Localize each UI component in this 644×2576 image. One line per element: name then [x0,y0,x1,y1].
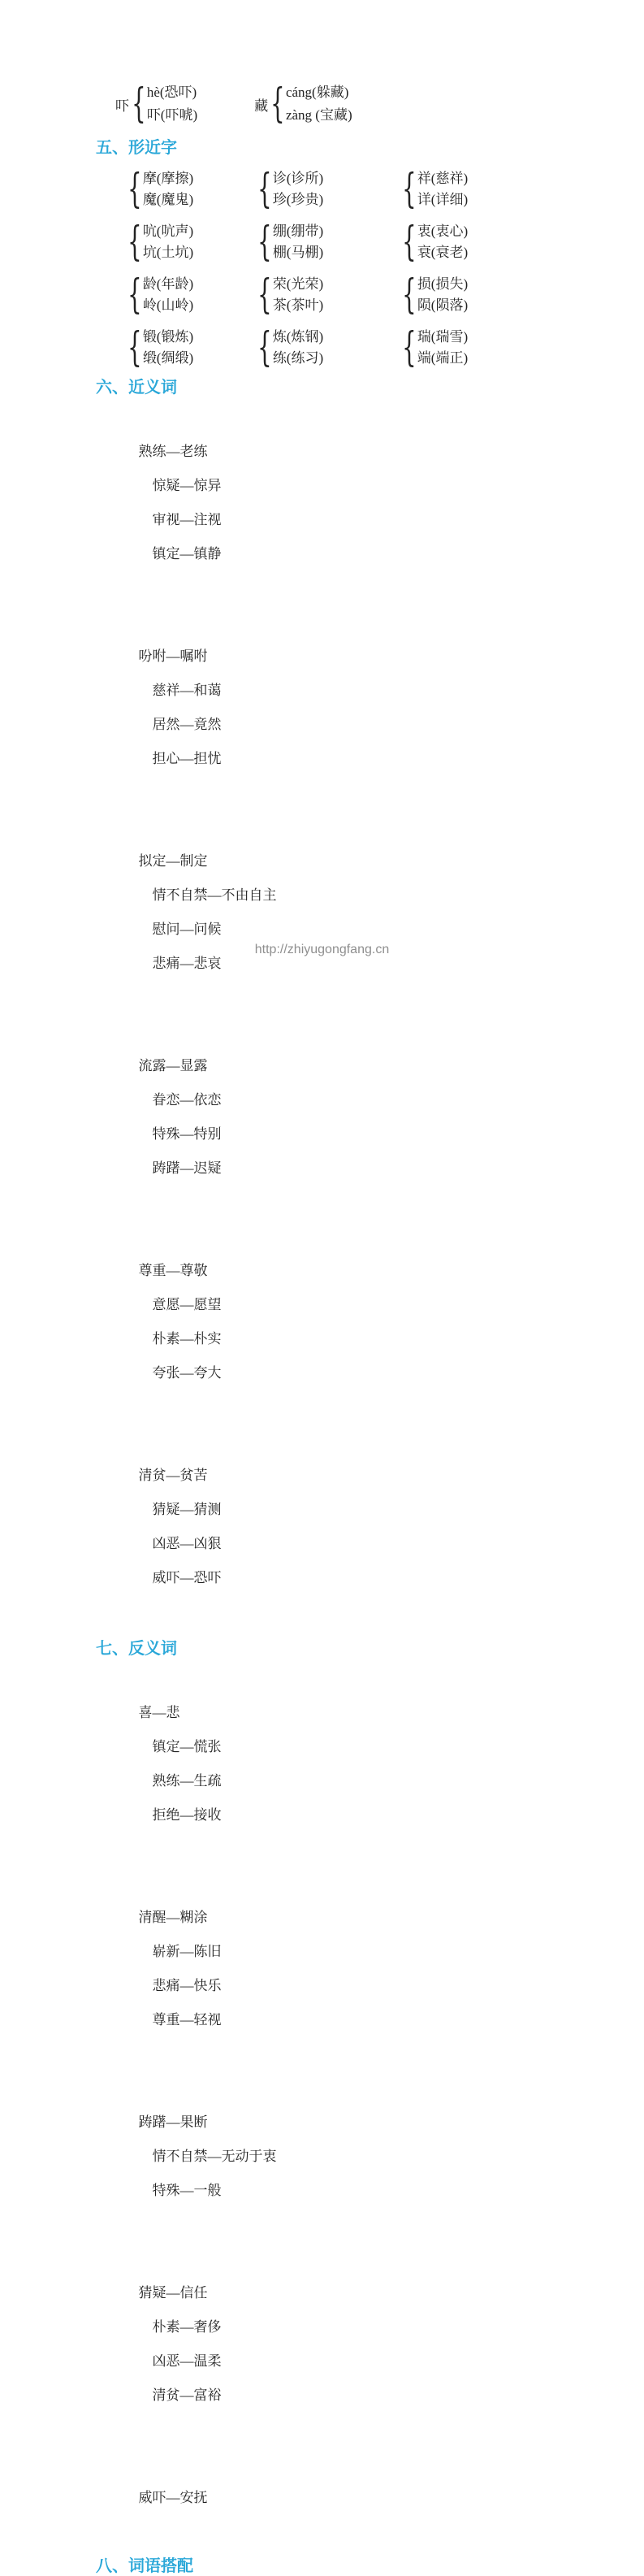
word-pair: 眷恋—依恋 [152,1092,222,1108]
section-title-synonyms: 六、近义词 [96,379,177,397]
character-entry: 珍(珍贵) [272,192,324,207]
page-footer [0,943,644,957]
word-row [118,605,644,810]
word-pair: 慈祥—和蔼 [152,683,222,698]
section-title-collocations: 八、词语搭配 [96,2557,193,2575]
brace-icon [132,85,145,124]
word-row [118,401,644,605]
brace-icon [128,170,141,209]
readings-list [147,81,197,127]
word-pair: 朴素—朴实 [152,1331,222,1347]
footer-url[interactable]: http://zhiyugongfang.cn [254,943,390,956]
word-pair: 情不自禁—不由自主 [152,887,277,903]
brace-icon [257,223,271,262]
word-pair: 猜疑—猜测 [152,1502,222,1517]
brace-icon [402,328,416,367]
word-pair: 夸张—夸大 [152,1365,222,1381]
word-pair: 凶恶—凶狠 [152,1536,222,1551]
brace-icon [128,328,141,367]
word-pair: 拟定—制定 [138,853,208,869]
character-pair-group [127,221,257,263]
word-row [118,1867,644,2071]
character-entry: 诊(诊所) [272,171,324,186]
similar-characters-grid [127,168,644,369]
section-title-similar-characters: 五、形近字 [96,139,177,157]
character-entry: 缎(绸缎) [142,350,194,366]
character-pair-group [401,168,644,210]
brace-icon [257,328,271,367]
word-pair: 悲痛—悲哀 [152,956,222,971]
word-row [118,2447,644,2549]
word-pair: 特殊—特别 [152,1126,222,1142]
word-pair: 清贫—富裕 [152,2387,222,2403]
reading-entry: cáng(躲藏) [285,85,349,100]
character-entry: 详(详细) [417,192,469,207]
character-entry: 摩(摩擦) [142,171,194,186]
word-row [118,2071,644,2242]
synonyms-list [118,401,644,1629]
polyphonic-group-xia [115,81,197,127]
worksheet-page [0,81,644,2575]
character-pair-group [401,327,644,369]
character-pair-group [257,168,401,210]
brace-icon [128,275,141,314]
brace-icon [128,223,141,262]
readings-list [286,81,352,127]
brace-icon [402,275,416,314]
word-pair: 流露—显露 [138,1058,208,1073]
word-row [118,1220,644,1425]
character-pair-group [257,221,401,263]
headword: 藏 [254,98,269,114]
brace-icon [402,170,416,209]
character-entry: 吭(吭声) [142,223,194,239]
word-pair: 慰问—问候 [152,922,222,937]
character-pair-group [401,274,644,316]
word-pair: 担心—担忧 [152,751,222,766]
polyphonic-group-cang [254,81,352,127]
word-pair: 喜—悲 [138,1705,180,1720]
word-row [118,1015,644,1220]
word-row [118,1662,644,1867]
character-entry: 岭(山岭) [142,297,194,313]
word-pair: 猜疑—信任 [138,2285,208,2301]
reading-entry: zàng (宝藏) [285,107,352,123]
character-entry: 龄(年龄) [142,276,194,292]
word-pair: 居然—竟然 [152,717,222,732]
brace-icon [257,275,271,314]
word-pair: 尊重—轻视 [152,2012,222,2027]
character-entry: 棚(马棚) [272,245,324,260]
character-pair-group [127,327,257,369]
reading-entry: hè(恐吓) [146,85,197,100]
character-entry: 练(练习) [272,350,324,366]
character-pair-group [127,274,257,316]
word-pair: 特殊—一般 [152,2183,222,2198]
word-pair: 意愿—愿望 [152,1297,222,1312]
character-entry: 绷(绷带) [272,223,324,239]
character-entry: 魔(魔鬼) [142,192,194,207]
character-entry: 损(损失) [417,276,469,292]
polyphonic-section [115,81,644,127]
character-entry: 衷(衷心) [417,223,469,239]
character-entry: 端(端正) [417,350,469,366]
word-pair: 威吓—安抚 [138,2490,208,2505]
word-pair: 清醒—糊涂 [138,1910,208,1925]
word-pair: 熟练—生疏 [152,1773,222,1789]
character-entry: 瑞(瑞雪) [417,329,469,345]
word-row [118,2242,644,2447]
character-entry: 祥(慈祥) [417,171,469,186]
character-entry: 锻(锻炼) [142,329,194,345]
brace-icon [270,85,284,124]
word-pair: 吩咐—嘱咐 [138,648,208,664]
reading-entry: 吓(吓唬) [146,107,198,123]
brace-icon [257,170,271,209]
word-pair: 惊疑—惊异 [152,478,222,493]
character-entry: 炼(炼钢) [272,329,324,345]
word-pair: 朴素—奢侈 [152,2319,222,2335]
word-pair: 凶恶—温柔 [152,2353,222,2369]
word-pair: 熟练—老练 [138,444,208,459]
word-pair: 踌躇—迟疑 [152,1160,222,1176]
character-pair-group [401,221,644,263]
character-entry: 陨(陨落) [417,297,469,313]
headword: 吓 [115,98,129,114]
word-pair: 拒绝—接收 [152,1807,222,1823]
character-pair-group [127,168,257,210]
character-pair-group [257,274,401,316]
word-pair: 尊重—尊敬 [138,1263,208,1278]
word-pair: 镇定—慌张 [152,1739,222,1754]
word-pair: 审视—注视 [152,512,222,527]
character-entry: 坑(土坑) [142,245,194,260]
character-entry: 荣(光荣) [272,276,324,292]
character-entry: 衰(衰老) [417,245,469,260]
brace-icon [402,223,416,262]
word-pair: 踌躇—果断 [138,2114,208,2130]
word-row [118,1425,644,1629]
word-pair: 情不自禁—无动于衷 [152,2149,277,2164]
word-pair: 镇定—镇静 [152,546,222,562]
word-pair: 悲痛—快乐 [152,1978,222,1993]
word-pair: 清贫—贫苦 [138,1468,208,1483]
character-pair-group [257,327,401,369]
word-pair: 崭新—陈旧 [152,1944,222,1959]
character-entry: 茶(茶叶) [272,297,324,313]
section-title-antonyms: 七、反义词 [96,1640,177,1658]
word-row [118,810,644,1015]
word-pair: 威吓—恐吓 [152,1570,222,1585]
antonyms-list [118,1662,644,2549]
